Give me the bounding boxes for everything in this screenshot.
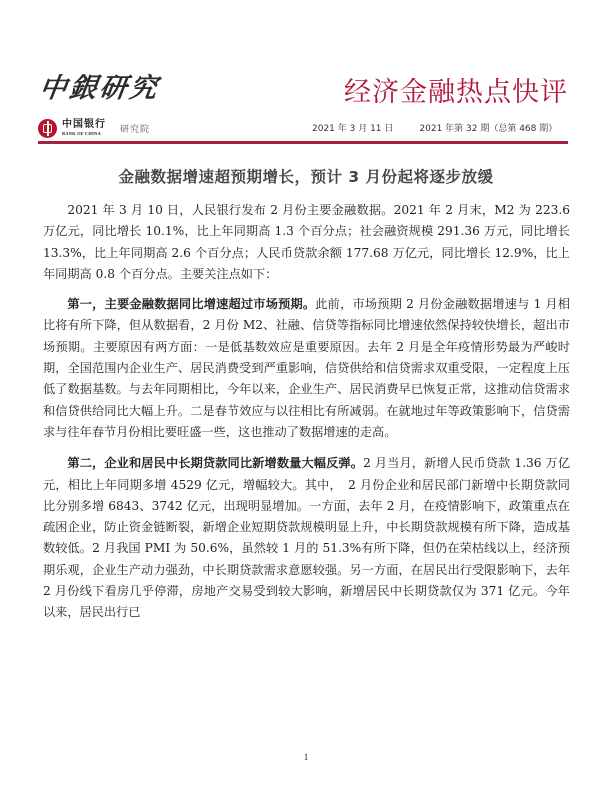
institute-label: 研究院: [120, 124, 151, 135]
bank-name-en: BANK OF CHINA: [62, 130, 101, 136]
brand-calligraphy-logo: 中銀研究: [37, 73, 162, 104]
page-number: 1: [303, 752, 309, 762]
article-body: [43, 200, 570, 634]
report-date: 2021 年 3 月 11 日: [312, 124, 394, 134]
bank-logo-row: [38, 117, 150, 139]
bank-of-china-emblem-icon: [38, 119, 57, 138]
bank-name-cn: 中国银行: [62, 118, 106, 130]
report-series-title: 经济金融热点快评: [344, 77, 568, 108]
intro-paragraph: 2021 年 3 月 10 日，人民银行发布 2 月份主要金融数据。2021 年 2 月末，M2 为 223.6 万亿元，同比增长 10.1%，比上年同期高 1.3 个百分点；社会融资规模 291.36 万元，同比增长 13.3%，比上年同期高 2.6 个百分点；人民币贷款余额 177.68 万亿元，同比增长 12.9%，比上年同期高 0.8 个百分点。主要关注点如下：: [43, 203, 570, 281]
header-divider: [38, 141, 568, 144]
point-1-paragraph: [43, 294, 570, 443]
point-2-paragraph: [43, 453, 570, 623]
bank-name-block: [62, 120, 106, 137]
report-issue: 2021 年第 32 期（总第 468 期）: [419, 124, 558, 134]
point-2-lead: 第二，企业和居民中长期贷款同比新增数量大幅反弹。: [67, 456, 364, 471]
point-2-text: 2 月当月，新增人民币贷款 1.36 万亿元，相比上年同期多增 4529 亿元，增幅较大。其中， 2 月份企业和居民部门新增中长期贷款同比分别多增 6843、3742 亿元，出现明显增加。一方面，去年 2 月，在疫情影响下，政策重点在疏困企业，防止资金链断裂，新增企业短期贷款规模明显上升，中长期贷款规模有所下降，造成基数较低。2 月我国 PMI 为 50.6%，虽然较 1 月的 51.3%有所下降，但仍在荣枯线以上，经济预期乐观，企业生产动力强劲，中长期贷款需求意愿较强。另一方面，在居民出行受限影响下，去年 2 月份线下看房几乎停滞，房地产交易受到较大影响，新增居民中长期贷款仅为 371 亿元。今年以来，居民出行已: [43, 456, 571, 620]
report-meta: [312, 121, 557, 134]
point-1-lead: 第一，主要金融数据同比增速超过市场预期。: [67, 297, 316, 312]
article-headline: 金融数据增速超预期增长，预计 3 月份起将逐步放缓: [118, 168, 494, 186]
point-1-text: 此前，市场预期 2 月份金融数据增速与 1 月相比将有所下降，但从数据看，2 月份 M2、社融、信贷等指标同比增速依然保持较快增长，超出市场预期。主要原因有两方面：一是低基数效应是重要原因。去年 2 月是全年疫情形势最为严峻时期，全国范围内企业生产、居民消费受到严重影响，信贷供给和信贷需求双重受限，一定程度上压低了数据基数。与去年同期相比，今年以来，企业生产、居民消费早已恢复正常，这推动信贷需求和信贷供给同比大幅上升。二是春节效应与以往相比有所减弱。在就地过年等政策影响下，信贷需求与往年春节月份相比要旺盛一些，这也推动了数据增速的走高。: [43, 297, 570, 439]
